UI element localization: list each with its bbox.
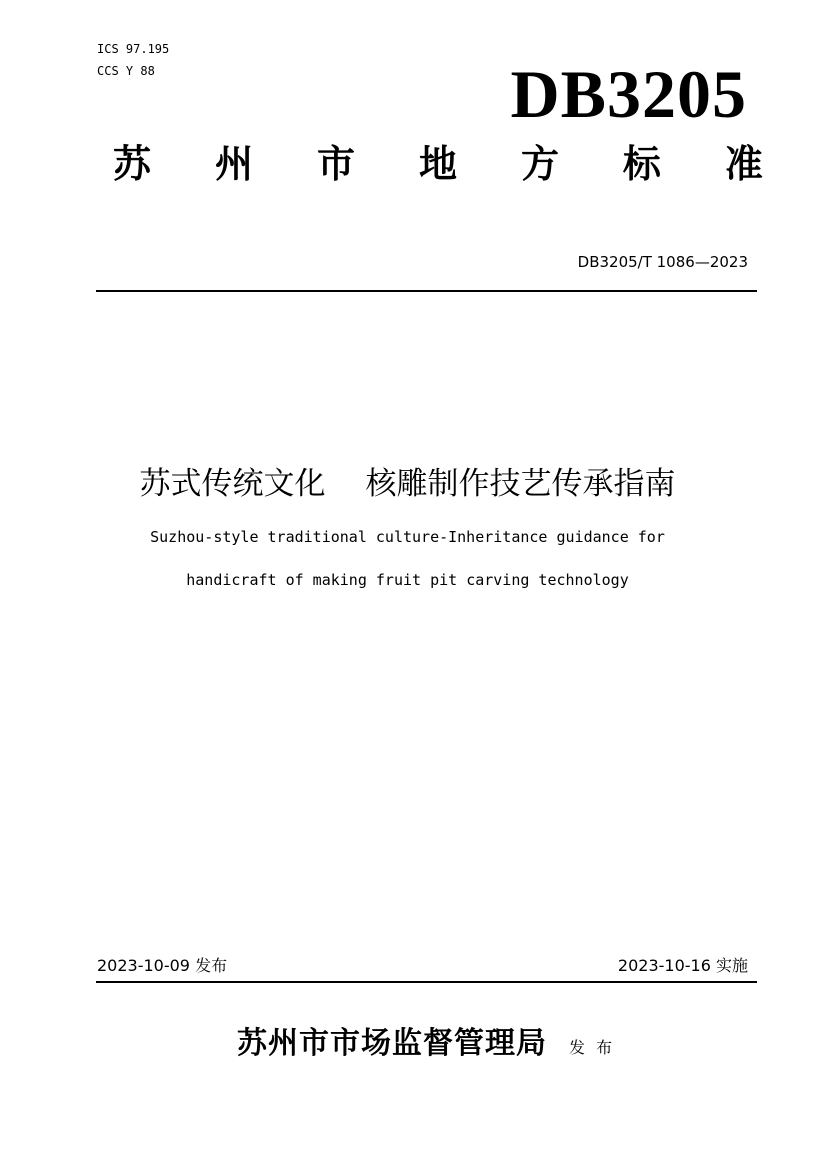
bottom-divider bbox=[96, 981, 757, 983]
release-date: 2023-10-09 发布 bbox=[97, 956, 228, 975]
publish-label: 发 布 bbox=[569, 1038, 613, 1057]
standard-type-heading bbox=[113, 140, 763, 188]
standard-type-char: 方 bbox=[520, 141, 559, 186]
title-english-line1: Suzhou-style traditional culture-Inheritance guidance for bbox=[150, 528, 665, 546]
standard-type-char: 苏 bbox=[113, 141, 152, 186]
top-divider bbox=[96, 290, 757, 292]
standard-number: DB3205/T 1086—2023 bbox=[577, 253, 748, 271]
standard-type-char: 市 bbox=[316, 141, 355, 186]
standard-type-char: 地 bbox=[418, 141, 457, 186]
publisher-name: 苏州市市场监督管理局 bbox=[237, 1026, 547, 1061]
standard-type-char: 州 bbox=[214, 141, 253, 186]
title-chinese-part2: 核雕制作技艺传承指南 bbox=[365, 466, 676, 502]
implementation-date: 2023-10-16 实施 bbox=[617, 956, 748, 975]
title-chinese bbox=[0, 462, 815, 506]
standard-type-char: 准 bbox=[724, 141, 763, 186]
title-english-line2: handicraft of making fruit pit carving technology bbox=[186, 571, 629, 589]
ccs-code: CCS Y 88 bbox=[97, 64, 155, 78]
title-chinese-part1: 苏式传统文化 bbox=[139, 466, 326, 502]
standard-type-char: 标 bbox=[622, 141, 661, 186]
ics-code: ICS 97.195 bbox=[97, 42, 170, 56]
standard-logo: DB3205 bbox=[510, 56, 747, 132]
